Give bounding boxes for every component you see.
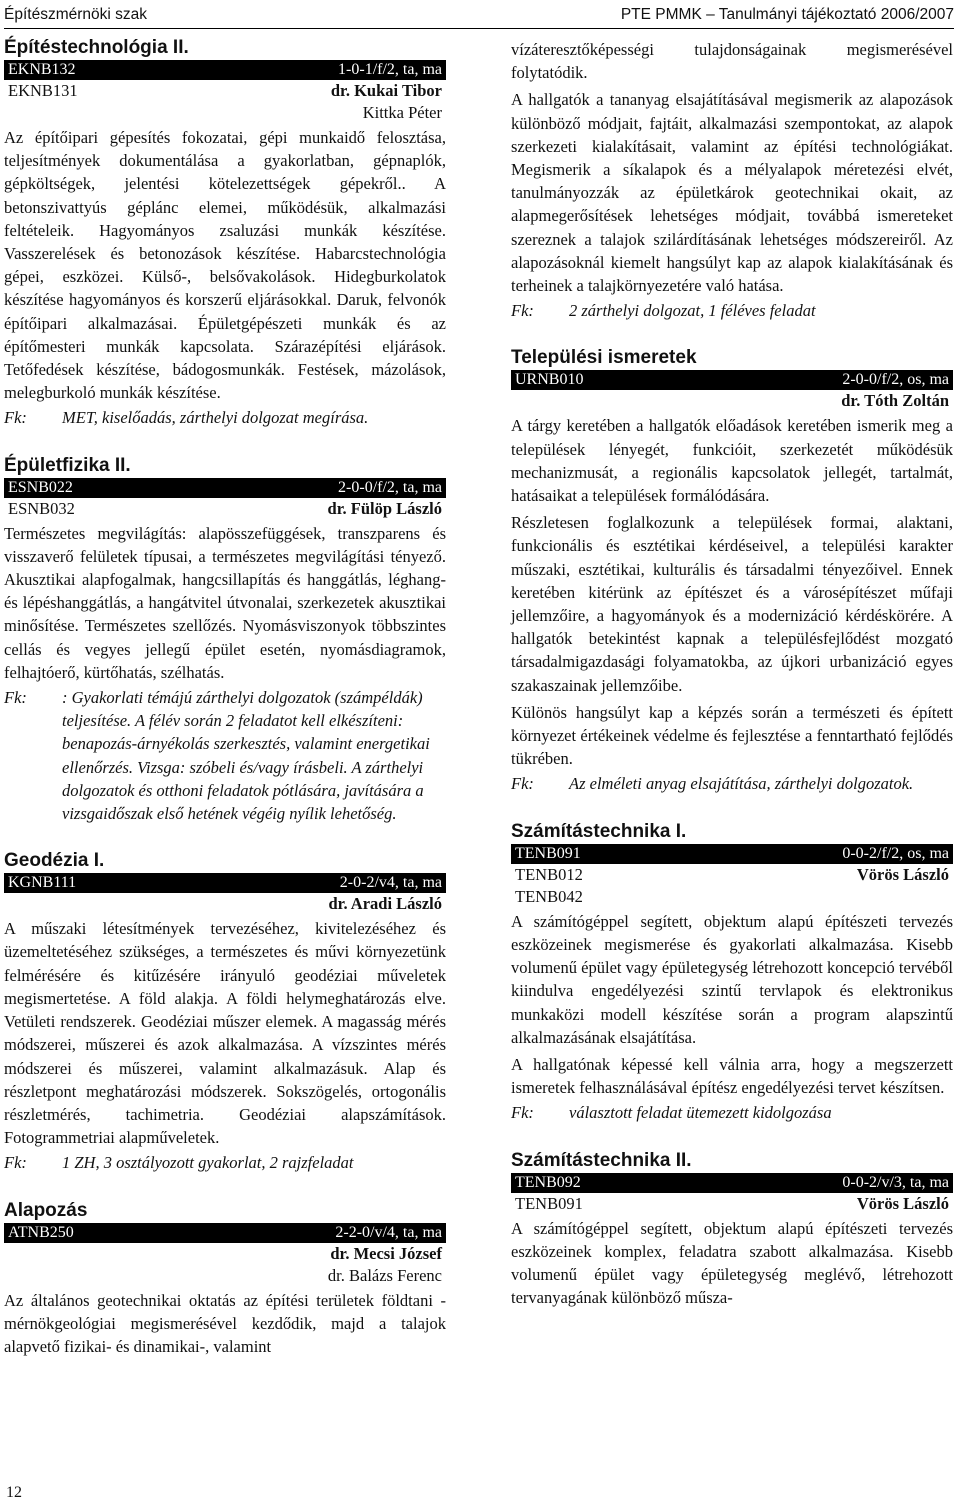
course-section [4,849,446,1174]
prerequisite-code: TENB012 [515,864,583,884]
course-description: A hallgatók a tananyag elsajátításával megismerik az alapozások különböző módjait, fajtáit, alkalmazási szempontokat, az alapok szerkezeti kialakításait, valamint az építési technológiákat. Megismerik a síkalapok és a mélyalapok méretezési elvét, tanulmányozzák az épületkárok geotechnikai okait, az alapmegerősítések lehetséges módjait, továbbá ismereteket szereznek a talajok szilárdításának lehetséges módszereiről. Az alapozásoknál kiemelt hangsúlyt kap az alapok kialakításának és terheinek a talajkörnyezetére való hatása. [511,90,953,296]
course-section [511,1149,953,1310]
course-code: KGNB111 [8,874,77,892]
course-title: Számítástechnika I. [511,820,687,842]
requirement-label: Fk: [4,1153,27,1173]
course-section [4,36,446,430]
prerequisite-code: EKNB131 [8,81,78,100]
prerequisite-code: TENB091 [515,1193,583,1213]
course-section [511,820,953,1125]
course-code-bar [4,60,446,80]
requirement-label: Fk: [4,688,27,708]
requirement-label: Fk: [511,774,534,794]
lecturer-name: dr. Kukai Tibor [330,81,442,100]
lecturer-name: Kittka Péter [362,103,442,122]
course-description: vízáteresztőképességi tulajdonságainak megismerésével folytatódik. [511,40,953,83]
course-description: Az építőipari gépesítés fokozatai, gépi munkaidő felosztása, teljesítmények dokumentálása a gyakorlatban, gépnaplók, gépköltségek, jelentési kötelezettségek gépekről.. A betonszivattyús géplánc elemei, működésük, alkalmazási feltételeik. Hagyományos zsaluzási munkák készítése. Vasszerelések és betonozások készítése. Habarcstechnológia gépei, eszközei. Külső-, belsővakolások. Hidegburkolatok készítése hagyományos és korszerű eljárásokkal. Daruk, felvonók építőipari alkalmazásai. Épületgépészeti munkák és az építőmesteri munkák kapcsolata. Szárazépítési eljárások. Tetőfedések készítése, bádogosmunkák. Festések, mázolások, melegburkoló munkák készítése. [4,128,446,403]
course-requirement [511,1101,953,1124]
course-description: Természetes megvilágítás: alapösszefüggések, transzparens és visszaverő felületek típusai, a természetes megvilágítási tényező. Akusztikai alapfogalmak, hangcsillapítás és hanggátlás, léghang- és lépéshanggátlás, a hangátvitel útvonalai, szerkezetek akusztikai minősítése. Természetes szellőzés. Nyomásviszonyok többszintes cellás és vegyes jellegű épület esetén, nyomásdiagramok, felhajtóerő, kürtőhatás, szélhatás. [4,523,446,682]
course-title: Geodézia I. [4,850,105,872]
requirement-label: Fk: [511,301,534,321]
course-info-row [4,1265,446,1287]
course-code-bar [4,1223,446,1243]
lecturer-name: Vörös László [856,864,949,884]
lecturer-name: dr. Aradi László [328,894,442,914]
course-info-row [511,864,953,886]
course-code-bar [4,873,446,893]
lecturer-name: dr. Balázs Ferenc [327,1265,442,1285]
course-requirement [511,772,953,795]
requirement-text: 1 ZH, 3 osztályozott gyakorlat, 2 rajzfeladat [62,1153,354,1173]
course-code: ATNB250 [8,1223,74,1241]
requirement-text: 2 zárthelyi dolgozat, 1 féléves feladat [569,301,816,321]
page-header [4,4,954,28]
lecturer-name: dr. Fülöp László [327,498,442,518]
course-info-row [4,102,446,124]
course-requirement [4,686,446,825]
course-description: A tárgy keretében a hallgatók előadások keretében ismerik meg a települések lényegét, funkcióit, szerkezetét működésük mechanizmusát, a regionális kapcsolatok jellegét, tartalmát, hatásaikat a települések formálódására. [511,416,953,506]
course-info-row [511,886,953,908]
course-title: Építéstechnológia II. [4,37,189,58]
header-right: PTE PMMK – Tanulmányi tájékoztató 2006/2007 [620,6,954,23]
requirement-label: Fk: [511,1103,534,1123]
course-description: Különös hangsúlyt kap a képzés során a természeti és épített környezet értékeinek védelme és fejlesztése a fenntartható fejlődés tükrében. [511,702,953,769]
course-code: ESNB022 [8,478,73,496]
requirement-label: Fk: [4,408,27,428]
course-description: A műszaki létesítmények tervezéséhez, kivitelezéséhez és üzemeltetéséhez szükséges, a természetes és művi környezetünk felmérésére és kitűzésére irányuló geodéziai műveletek megismertetése. A föld alakja. A földi helymeghatározás elve. Vetületi rendszerek. Geodéziai műszer elemek. A magasság mérés módszerei, műszerei és azok alkalmazása. A vízszintes mérés módszerei és műszerei, valamint alkalmazásuk. Alap és részletpont meghatározási módszerek. Sokszögelés, ortogonális részletmérés, tachimetria. Geodéziai alapszámítások. Fotogrammetriai alapműveletek. [4,919,446,1148]
requirement-text: Az elméleti anyag elsajátítása, zárthelyi dolgozatok. [569,774,914,794]
course-section [511,38,953,322]
page-number: 12 [6,1484,22,1501]
lecturer-name: Vörös László [856,1193,949,1213]
course-meta: 2-2-0/v/4, ta, ma [335,1223,442,1241]
left-column [4,36,446,1382]
course-code: TENB092 [515,1173,581,1191]
course-section [4,1199,446,1359]
course-description: A hallgatónak képessé kell válnia arra, hogy a megszerzett ismeretek felhasználásával építész engedélyezési tervet készítsen. [511,1054,953,1098]
course-code: EKNB132 [8,61,76,78]
course-title: Települési ismeretek [511,347,697,369]
course-info-row [511,390,953,412]
course-requirement [4,406,446,429]
course-info-row [511,1193,953,1215]
requirement-text: MET, kiselőadás, zárthelyi dolgozat megírása. [62,408,369,428]
course-description: A számítógéppel segített, objektum alapú építészeti tervezés eszközeinek megismerése és gyakorlati alkalmazása. Kisebb volumenű épület vagy épületegység létrehozott koncepció tervéből kiindulva engedélyezési szintű tervlapok és elektronikus munkaközi modell készítése során a program alapszintű alkalmazásának elsajátítása. [511,911,953,1047]
course-description: Az általános geotechnikai oktatás az építési területek földtani - mérnökgeológiai megismerésével kezdődik, majd a talajok alapvető fizikai- és dinamikai-, valamint [4,1290,446,1356]
right-column [511,36,953,1333]
course-code-bar [511,844,953,864]
course-meta: 0-0-2/v/3, ta, ma [842,1173,949,1191]
header-rule [4,28,954,29]
course-section [4,454,446,826]
requirement-text: : Gyakorlati témájú zárthelyi dolgozatok (számpéldák) teljesítése. A félév során 2 feladatot kell elkészíteni: benapozás-árnyékolás szerkesztés, valamint energetikai ellenőrzés. Vizsga: szóbeli és/vagy írásbeli. A zárthelyi dolgozatok és otthoni feladatok pótlására, javítására a vizsgaidőszak első hetének végéig nyílik lehetőség. [62,688,430,824]
course-info-row [4,498,446,520]
course-section [511,346,953,795]
course-meta: 2-0-0/f/2, ta, ma [338,478,442,496]
course-code: URNB010 [515,371,584,389]
course-info-row [4,1243,446,1265]
lecturer-name: dr. Mecsi József [330,1243,442,1263]
prerequisite-code: ESNB032 [8,498,75,518]
course-info-row [4,80,446,102]
course-description: Részletesen foglalkozunk a települések formai, alaktani, funkcionális és esztétikai kérdéseivel, a települési karakter műszaki, esztétikai, kulturális és társadalmi tényezőivel. Ennek keretében kitérünk az építészet és a városépítészet műfaji jellemzőire, a hagyományok és a modernizáció kérdéskörére. A hallgatók betekintést kapnak a településfejlődést mozgató társadalmigazdasági folyamatokba, az újkori urbanizáció egyes szakaszainak jellemzőibe. [511,513,953,695]
course-meta: 1-0-1/f/2, ta, ma [338,61,442,78]
course-requirement [4,1151,446,1174]
course-requirement [511,299,953,322]
course-title: Számítástechnika II. [511,1149,692,1171]
course-title: Alapozás [4,1199,88,1221]
course-code-bar [4,478,446,498]
requirement-text: választott feladat ütemezett kidolgozása [569,1103,832,1123]
course-code-bar [511,370,953,390]
course-title: Épületfizika II. [4,454,131,476]
course-meta: 0-0-2/f/2, os, ma [842,844,949,862]
prerequisite-code: TENB042 [515,886,583,906]
lecturer-name: dr. Tóth Zoltán [841,391,949,411]
header-left: Építészmérnöki szak [4,6,147,23]
course-info-row [4,893,446,915]
course-description: A számítógéppel segített, objektum alapú építészeti tervezés eszközeinek komplex, feladatra szabott alkalmazása. Kisebb volumenű épület vagy épületegység meglévő, létrehozott tervanyagának különböző műsza- [511,1218,953,1308]
course-code-bar [511,1173,953,1193]
course-meta: 2-0-2/v4, ta, ma [339,874,442,892]
course-meta: 2-0-0/f/2, os, ma [842,371,949,389]
course-code: TENB091 [515,844,581,862]
